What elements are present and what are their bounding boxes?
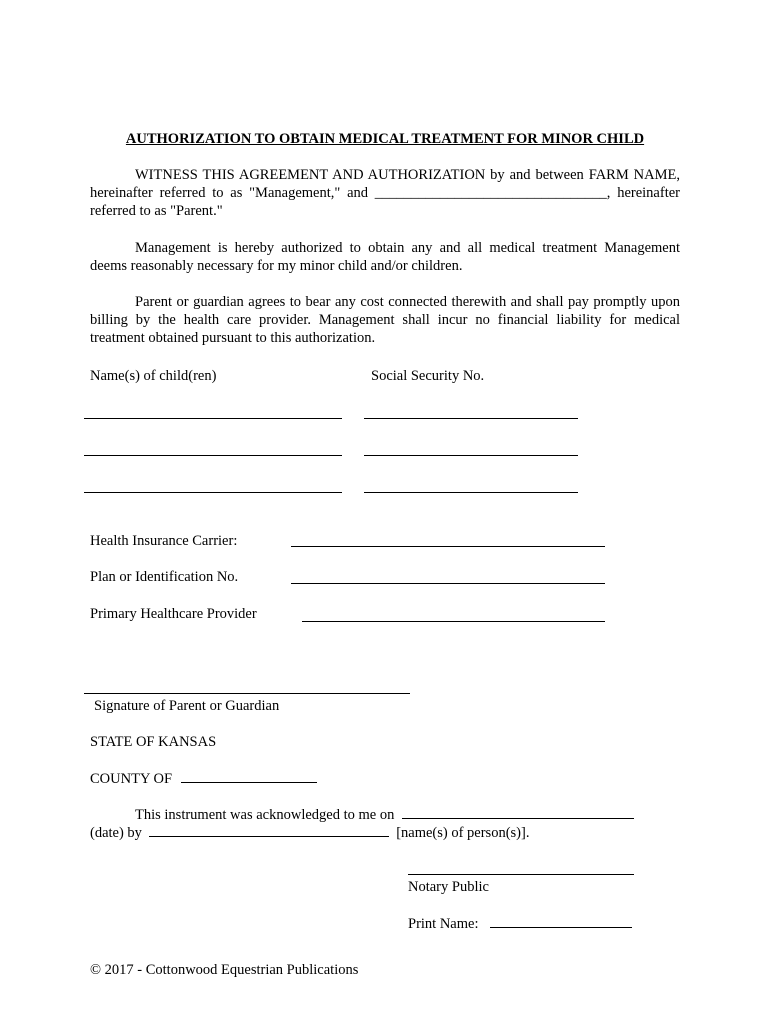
authorization-paragraph: Management is hereby authorized to obtain any and all medical treatment Management deems reasonably necessary for my minor child and/or children. [90, 240, 680, 274]
print-name-row [408, 914, 632, 933]
provider-line[interactable] [302, 621, 605, 622]
ssn-label: Social Security No. [371, 368, 485, 384]
print-name-label: Print Name: [408, 916, 479, 932]
signature-label: Signature of Parent or Guardian [94, 698, 280, 714]
ack-date-label: (date) by [90, 825, 142, 841]
witness-paragraph: WITNESS THIS AGREEMENT AND AUTHORIZATION by and between FARM NAME, hereinafter referred to as "Management," and ________________________________, hereinafter referred to as "Parent." [90, 167, 680, 219]
ack-date-line[interactable] [402, 805, 634, 819]
ssn-line-3[interactable] [364, 492, 578, 493]
ssn-line-1[interactable] [364, 418, 578, 419]
county-row [90, 769, 317, 788]
plan-label: Plan or Identification No. [90, 569, 239, 585]
children-label: Name(s) of child(ren) [90, 368, 217, 384]
notary-signature-line[interactable] [408, 874, 634, 875]
plan-line[interactable] [291, 583, 605, 584]
county-line[interactable] [181, 769, 317, 783]
document-title: AUTHORIZATION TO OBTAIN MEDICAL TREATMENT FOR MINOR CHILD [125, 131, 645, 147]
ssn-line-2[interactable] [364, 455, 578, 456]
notary-label: Notary Public [408, 879, 489, 895]
county-label: COUNTY OF [90, 771, 173, 787]
ack-names-label: [name(s) of person(s)]. [396, 825, 530, 841]
child-name-line-2[interactable] [84, 455, 342, 456]
insurance-line[interactable] [291, 546, 605, 547]
child-name-line-1[interactable] [84, 418, 342, 419]
provider-label: Primary Healthcare Provider [90, 606, 257, 622]
signature-line[interactable] [84, 693, 410, 694]
ack-names-line[interactable] [149, 823, 389, 837]
acknowledgment-text: This instrument was acknowledged to me on [135, 807, 395, 823]
print-name-line[interactable] [490, 914, 632, 928]
acknowledgment-row [135, 805, 634, 824]
copyright-footer: © 2017 - Cottonwood Equestrian Publications [90, 962, 359, 978]
child-name-line-3[interactable] [84, 492, 342, 493]
cost-paragraph: Parent or guardian agrees to bear any cost connected therewith and shall pay promptly upon billing by the health care provider. Management shall incur no financial liability for medical treatment obtained pursuant to this authorization. [90, 294, 680, 346]
state-label: STATE OF KANSAS [90, 734, 217, 750]
insurance-label: Health Insurance Carrier: [90, 533, 238, 549]
acknowledgment-by-row [90, 823, 529, 842]
